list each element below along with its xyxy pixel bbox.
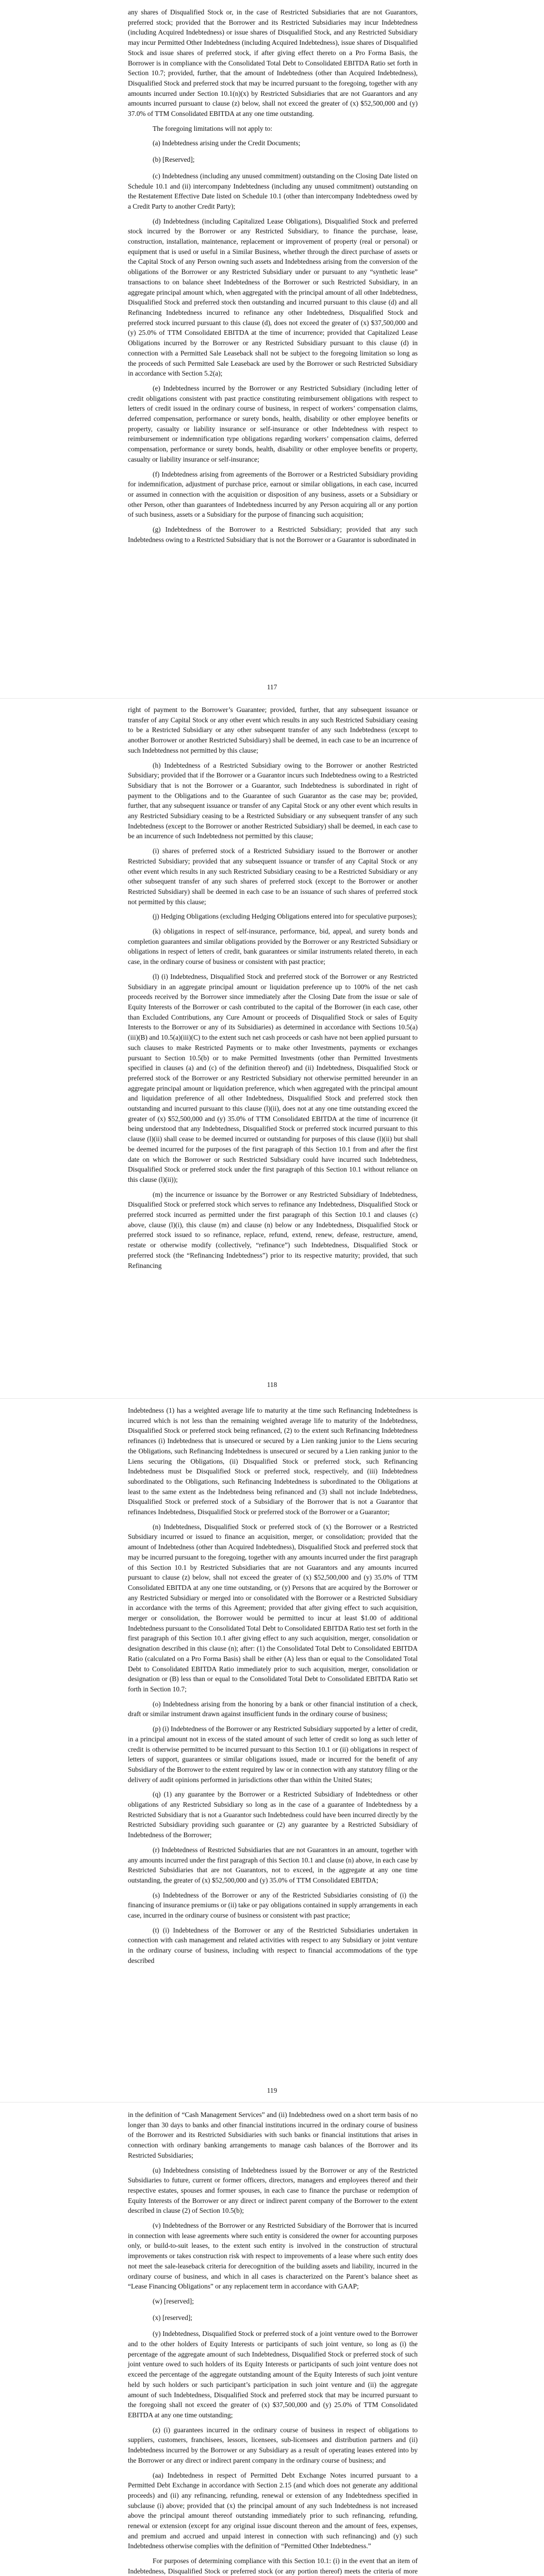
page-117-clause-e: (e) Indebtedness incurred by the Borrower or any Restricted Subsidiary (including letter of credit obligations consistent with past practice constituting reimbursement obligations with respect to letters of credit issued in the ordinary course of business, in respect of workers’ compensation claims, deferred compensation, performance or surety bonds, health, disability or other employee benefits or property, casualty or liability insurance or self-insurance or other Indebtedness with respect to reimbursement or indemnification type obligations regarding workers’ compensation claims, deferred compensation, performance or surety bonds, health, disability or other employee benefits or property, casualty or liability insurance or self-insurance; <box>128 384 418 463</box>
page-120-clause-x: (x) [reserved]; <box>153 2313 192 2321</box>
page-119-clause-t: (t) (i) Indebtedness of the Borrower or any of the Restricted Subsidiaries undertaken in connection with cash management and related activities with respect to any Subsidiary or joint venture in the ordinary course of business, including with respect to financial accommodations of the type described <box>128 1926 418 1964</box>
page-119-para-1: Indebtedness (1) has a weighted average life to maturity at the time such Refinancing Indebtedness is incurred which is not less than the remaining weighted average life to maturity of the Indebtedness, Disqualified Stock or preferred stock being refinanced, (2) to the extent such Refinancing Indebtedness refinances (i) Indebtedness that is unsecured or secured by a Lien ranking junior to the Liens securing the Obligations, such Refinancing Indebtedness is unsecured or secured by a Lien ranking junior to the Liens securing the Obligations, (ii) Disqualified Stock or preferred stock, such Refinancing Indebtedness must be Disqualified Stock or preferred stock, respectively, and (iii) Indebtedness subordinated to the Obligations, such Refinancing Indebtedness is subordinated to the Obligations at least to the same extent as the Indebtedness being refinanced and (3) shall not include Indebtedness, Disqualified Stock or preferred stock of a Subsidiary of the Borrower that is not a Guarantor that refinances Indebtedness, Disqualified Stock or preferred stock of the Borrower or a Guarantor; <box>128 1406 418 1516</box>
page-117-clause-g: (g) Indebtedness of the Borrower to a Restricted Subsidiary; provided that any such Indebtedness owing to a Restricted Subsidiary that is not the Borrower or a Guarantor is subordinated in <box>128 526 418 544</box>
page-119-clause-o: (o) Indebtedness arising from the honoring by a bank or other financial institution of a check, draft or similar instrument drawn against insufficient funds in the ordinary course of business; <box>128 1700 418 1718</box>
page-118-para-1: right of payment to the Borrower’s Guarantee; provided, further, that any subsequent issuance or transfer of any Capital Stock or any other event which results in any such Restricted Subsidiary ceasing to be a Restricted Subsidiary or any other subsequent transfer of any such Indebtedness (except to another Borrower or another Restricted Subsidiary) shall be deemed, in each case to be an incurrence of such Indebtedness not permitted by this clause; <box>128 706 418 754</box>
page-number: 118 <box>267 1381 277 1389</box>
page-120-clause-z: (z) (i) guarantees incurred in the ordinary course of business in respect of obligations to suppliers, customers, franchisees, lessors, licensees, sub-licensees and distribution partners and (ii) Indebtedness incurred by the Borrower or any Subsidiary as a result of operating leases entered into by the Borrower or any direct or indirect parent company in the ordinary course of business; and <box>128 2426 418 2464</box>
page-117-para-2: The foregoing limitations will not apply to: <box>153 124 273 132</box>
page-120-clause-aa: (aa) Indebtedness in respect of Permitted Debt Exchange Notes incurred pursuant to a Permitted Debt Exchange in accordance with Section 2.15 (and which does not generate any additional proceeds) and (ii) any refinancing, refunding, renewal or extension of any Indebtedness specified in subclause (i) above; provided that (x) the principal amount of any such Indebtedness is not increased above the principal amount thereof outstanding immediately prior to such refinancing, refunding, renewal or extension (except for any original issue discount thereon and the amount of fees, expenses, and premium and accrued and unpaid interest in connection with such refinancing) and (y) such Indebtedness otherwise complies with the definition of “Permitted Other Indebtedness.” <box>128 2471 418 2550</box>
page-number: 117 <box>267 683 277 691</box>
page-divider <box>0 698 544 699</box>
page-number: 119 <box>267 2087 277 2095</box>
page-118-clause-m: (m) the incurrence or issuance by the Borrower or any Restricted Subsidiary of Indebtedness, Disqualified Stock or preferred stock which serves to refinance any Indebtedness, Disqualified Stock or preferred stock incurred as permitted under the first paragraph of this Section 10.1 and clauses (c) above, clause (l)(i), this clause (m) and clause (n) below or any Indebtedness, Disqualified Stock or preferred stock issued to so refinance, replace, refund, extend, renew, defease, restructure, amend, restate or otherwise modify (collectively, “refinance”) such Indebtedness, Disqualified Stock or preferred stock (the “Refinancing Indebtedness”) prior to its respective maturity; provided, that such Refinancing <box>128 1190 418 1269</box>
page-118-clause-j: (j) Hedging Obligations (excluding Hedging Obligations entered into for speculative purposes); <box>153 912 417 921</box>
document-page-119 <box>0 1405 544 2096</box>
page-117-clause-b: (b) [Reserved]; <box>153 156 195 164</box>
page-117-clause-d: (d) Indebtedness (including Capitalized Lease Obligations), Disqualified Stock and preferred stock incurred by the Borrower or any Restricted Subsidiary, to finance the purchase, lease, construction, installation, maintenance, replacement or improvement of property (real or personal) or equipment that is used or useful in a Similar Business, whether through the direct purchase of assets or the Capital Stock of any Person owning such assets and Indebtedness arising from the conversion of the obligations of the Borrower or any Restricted Subsidiary under or pursuant to any “synthetic lease” transactions to on balance sheet Indebtedness of the Borrower or such Restricted Subsidiary, in an aggregate principal amount which, when aggregated with the principal amount of all other Indebtedness, Disqualified Stock and preferred stock then outstanding and incurred pursuant to this clause (d) and all Refinancing Indebtedness incurred to refinance any other Indebtedness, Disqualified Stock and preferred stock incurred pursuant to this clause (d), does not exceed the greater of (x) $37,500,000 and (y) 25.0% of TTM Consolidated EBITDA at the time of incurrence; provided that Capitalized Lease Obligations incurred by the Borrower or any Restricted Subsidiary pursuant to this clause (d) in connection with a Permitted Sale Leaseback shall not be subject to the foregoing limitation so long as the proceeds of such Permitted Sale Leaseback are used by the Borrower or such Restricted Subsidiary in accordance with Section 5.2(a); <box>128 217 418 378</box>
page-divider <box>0 1398 544 1399</box>
page-120-clause-y: (y) Indebtedness, Disqualified Stock or preferred stock of a joint venture owed to the Borrower and to the other holders of Equity Interests or participants of such joint venture, so long as (i) the percentage of the aggregate amount of such Indebtedness, Disqualified Stock or preferred stock of such joint venture owed to such holders of its Equity Interests or participants of such joint venture does not exceed the percentage of the aggregate outstanding amount of the Equity Interests of such joint venture held by such holders or such participant’s participation in such joint venture and (ii) the aggregate amount of such Indebtedness, Disqualified Stock and preferred stock that may be incurred pursuant to the foregoing shall not exceed the greater of (x) $37,500,000 and (y) 25.0% of TTM Consolidated EBITDA at any one time outstanding; <box>128 2330 418 2419</box>
page-119-clause-r: (r) Indebtedness of Restricted Subsidiaries that are not Guarantors in an amount, together with any amounts incurred under the first paragraph of this Section 10.1 and clause (n) above, in each case by Restricted Subsidiaries that are not Guarantors, not to exceed, in the aggregate at any one time outstanding, the greater of (x) $52,500,000 and (y) 35.0% of TTM Consolidated EBITDA; <box>128 1845 418 1884</box>
document-page-117 <box>0 7 544 692</box>
document-page-118 <box>0 705 544 1390</box>
page-119-clause-s: (s) Indebtedness of the Borrower or any of the Restricted Subsidiaries consisting of (i) the financing of insurance premiums or (ii) take or pay obligations contained in supply arrangements in each case, incurred in the ordinary course of business or consistent with past practice; <box>128 1891 418 1920</box>
page-119-clause-n: (n) Indebtedness, Disqualified Stock or preferred stock of (x) the Borrower or a Restricted Subsidiary incurred or issued to finance an acquisition, merger, or consolidation; provided that the amount of Indebtedness (other than Acquired Indebtedness), Disqualified Stock and preferred stock that may be incurred pursuant to the foregoing, together with any amounts incurred under the first paragraph of this Section 10.1 by Restricted Subsidiaries that are not Guarantors and any amounts incurred pursuant to clause (z) below, shall not exceed the greater of (x) $52,500,000 and (y) 35.0% of TTM Consolidated EBITDA at any one time outstanding, or (y) Persons that are acquired by the Borrower or any Restricted Subsidiary or merged into or consolidated with the Borrower or a Restricted Subsidiary in accordance with the terms of this Agreement; provided that after giving effect to such acquisition, merger or consolidation, the Borrower would be permitted to incur at least $1.00 of additional Indebtedness pursuant to the Consolidated Total Debt to Consolidated EBITDA Ratio test set forth in the first paragraph of this Section 10.1 after giving effect to any such acquisition, merger, consolidation or designation described in this clause (n); after: (1) the Consolidated Total Debt to Consolidated EBITDA Ratio (calculated on a Pro Forma Basis) shall be either (A) less than or equal to the Consolidated Total Debt to Consolidated EBITDA Ratio immediately prior to such acquisition, merger, consolidation or designation or (B) less than or equal to the Consolidated Total Debt to Consolidated EBITDA Ratio set forth in Section 10.7; <box>128 1522 418 1693</box>
page-120-clause-w: (w) [reserved]; <box>153 2297 194 2305</box>
page-117-clause-f: (f) Indebtedness arising from agreements of the Borrower or a Restricted Subsidiary providing for indemnification, adjustment of purchase price, earnout or similar obligations, in each case, incurred or assumed in connection with the acquisition or disposition of any business, assets or a Subsidiary or other Person, other than guarantees of Indebtedness incurred by any Person acquiring all or any portion of such business, assets or a Subsidiary for the purpose of financing such acquisition; <box>128 470 418 519</box>
page-118-clause-l: (l) (i) Indebtedness, Disqualified Stock and preferred stock of the Borrower or any Restricted Subsidiary in an aggregate principal amount or liquidation preference up to 100% of the net cash proceeds received by the Borrower since immediately after the Closing Date from the issue or sale of Equity Interests of the Borrower or cash contributed to the capital of the Borrower (in each case, other than Excluded Contributions, any Cure Amount or proceeds of Disqualified Stock or sales of Equity Interests to the Borrower or any of its Subsidiaries) as determined in accordance with Sections 10.5(a)(iii)(B) and 10.5(a)(iii)(C) to the extent such net cash proceeds or cash have not been applied pursuant to such clauses to make Restricted Payments or to make other Investments, payments or exchanges pursuant to Section 10.5(b) or to make Permitted Investments (other than Permitted Investments specified in clauses (a) and (c) of the definition thereof) and (ii) Indebtedness, Disqualified Stock or preferred stock of the Borrower or any Restricted Subsidiary not otherwise permitted hereunder in an aggregate principal amount or liquidation preference, which when aggregated with the principal amount and liquidation preference of all other Indebtedness, Disqualified Stock and preferred stock then outstanding and incurred pursuant to this clause (l)(ii), does not at any one time outstanding exceed the greater of (x) $52,500,000 and (y) 35.0% of TTM Consolidated EBITDA at the time of incurrence (it being understood that any Indebtedness, Disqualified Stock or preferred stock incurred pursuant to this clause (l)(ii) shall cease to be deemed incurred or outstanding for purposes of this clause (l)(ii) but shall be deemed incurred for the purposes of the first paragraph of this Section 10.1 from and after the first date on which the Borrower or such Restricted Subsidiary could have incurred such Indebtedness, Disqualified Stock or preferred stock under the first paragraph of this Section 10.1 without reliance on this clause (l)(ii)); <box>128 972 418 1183</box>
document-page-120 <box>0 2110 544 2576</box>
page-117-para-1: any shares of Disqualified Stock or, in the case of Restricted Subsidiaries that are not Guarantors, preferred stock; provided that the Borrower and its Restricted Subsidiaries may incur Indebtedness (including Acquired Indebtedness) or issue shares of Disqualified Stock, and any Restricted Subsidiary may incur Permitted Other Indebtedness (including Acquired Indebtedness), issue shares of Disqualified Stock and issue shares of preferred stock, if after giving effect thereto on a Pro Forma Basis, the Borrower is in compliance with the Consolidated Total Debt to Consolidated EBITDA Ratio set forth in Section 10.7; provided, further, that the amount of Indebtedness (other than Acquired Indebtedness), Disqualified Stock and preferred stock that may be incurred pursuant to the foregoing, together with any amounts incurred under Section 10.1(n)(x) by Restricted Subsidiaries that are not Guarantors and any amounts incurred pursuant to clause (z) below, shall not exceed the greater of (x) $52,500,000 and (y) 37.0% of TTM Consolidated EBITDA at any one time outstanding. <box>128 8 418 118</box>
page-117-clause-a: (a) Indebtedness arising under the Credit Documents; <box>153 139 301 147</box>
page-120-clause-v: (v) Indebtedness of the Borrower or any Restricted Subsidiary of the Borrower that is incurred in connection with lease agreements where such entity is considered the owner for accounting purposes only, or build-to-suit leases, to the extent such entity is involved in the construction of structural improvements or takes construction risk with respect to improvements of a lease where such entity does not meet the sale-leaseback criteria for derecognition of the building assets and liability, incurred in the ordinary course of business, and which in all cases is characterized on the Parent’s balance sheet as “Lease Financing Obligations” or any replacement term in accordance with GAAP; <box>128 2222 418 2291</box>
page-119-clause-p: (p) (i) Indebtedness of the Borrower or any Restricted Subsidiary supported by a letter of credit, in a principal amount not in excess of the stated amount of such letter of credit so long as such letter of credit is otherwise permitted to be incurred pursuant to this Section 10.1 or (ii) obligations in respect of letters of support, guarantees or similar obligations issued, made or incurred for the benefit of any Subsidiary of the Borrower to the extent required by law or in connection with any statutory filing or the delivery of audit opinions performed in jurisdictions other than within the United States; <box>128 1725 418 1784</box>
page-120-clause-u: (u) Indebtedness consisting of Indebtedness issued by the Borrower or any of the Restricted Subsidiaries to future, current or former officers, directors, managers and employees thereof and their respective estates, spouses and former spouses, in each case to finance the purchase or redemption of Equity Interests of the Borrower or any direct or indirect parent company of the Borrower to the extent described in clause (2) of Section 10.5(b); <box>128 2166 418 2215</box>
page-divider <box>0 2102 544 2103</box>
page-120-para-final: For purposes of determining compliance with this Section 10.1: (i) in the event that an item of Indebtedness, Disqualified Stock or preferred stock (or any portion thereof) meets the criteria of more <box>128 2557 418 2575</box>
page-117-clause-c: (c) Indebtedness (including any unused commitment) outstanding on the Closing Date listed on Schedule 10.1 and (ii) intercompany Indebtedness (including any unused commitment) outstanding on the Restatement Effective Date listed on Schedule 10.1 (other than intercompany Indebtedness owed by a Credit Party to another Credit Party); <box>128 172 418 210</box>
page-118-clause-i: (i) shares of preferred stock of a Restricted Subsidiary issued to the Borrower or another Restricted Subsidiary; provided that any subsequent issuance or transfer of any Capital Stock or any other event which results in any such Restricted Subsidiary ceasing to be a Restricted Subsidiary or any other subsequent transfer of any such shares of preferred stock (except to the Borrower or another Restricted Subsidiary) shall be deemed in each case to be an issuance of such shares of preferred stock not permitted by this clause; <box>128 847 418 906</box>
page-119-clause-q: (q) (1) any guarantee by the Borrower or a Restricted Subsidiary of Indebtedness or other obligations of any Restricted Subsidiary so long as in the case of a guarantee of Indebtedness by a Restricted Subsidiary that is not a Guarantor such Indebtedness could have been incurred directly by the Restricted Subsidiary providing such guarantee or (2) any guarantee by a Restricted Subsidiary of Indebtedness of the Borrower; <box>128 1790 418 1839</box>
page-118-clause-h: (h) Indebtedness of a Restricted Subsidiary owing to the Borrower or another Restricted Subsidiary; provided that if the Borrower or a Guarantor incurs such Indebtedness owing to a Restricted Subsidiary that is not the Borrower or a Guarantor, such Indebtedness is subordinated in right of payment to the Obligations and to the Guarantee of such Guarantor as the case may be; provided, further, that any subsequent issuance or transfer of any Capital Stock or any other event which results in any Restricted Subsidiary ceasing to be a Restricted Subsidiary or any subsequent transfer of any such Indebtedness (except to the Borrower or another Restricted Subsidiary) shall be deemed, in each case to be an incurrence of such Indebtedness not permitted by this clause; <box>128 761 418 840</box>
page-120-para-1: in the definition of “Cash Management Services” and (ii) Indebtedness owed on a short term basis of no longer than 30 days to banks and other financial institutions incurred in the ordinary course of business of the Borrower and its Restricted Subsidiaries with such banks or financial institutions that arises in connection with ordinary banking arrangements to manage cash balances of the Borrower and its Restricted Subsidiaries; <box>128 2111 418 2159</box>
page-118-clause-k: (k) obligations in respect of self-insurance, performance, bid, appeal, and surety bonds and completion guarantees and similar obligations provided by the Borrower or any Restricted Subsidiary or obligations in respect of letters of credit, bank guarantees or similar instruments related thereto, in each case, in the ordinary course of business or consistent with past practice; <box>128 927 418 966</box>
